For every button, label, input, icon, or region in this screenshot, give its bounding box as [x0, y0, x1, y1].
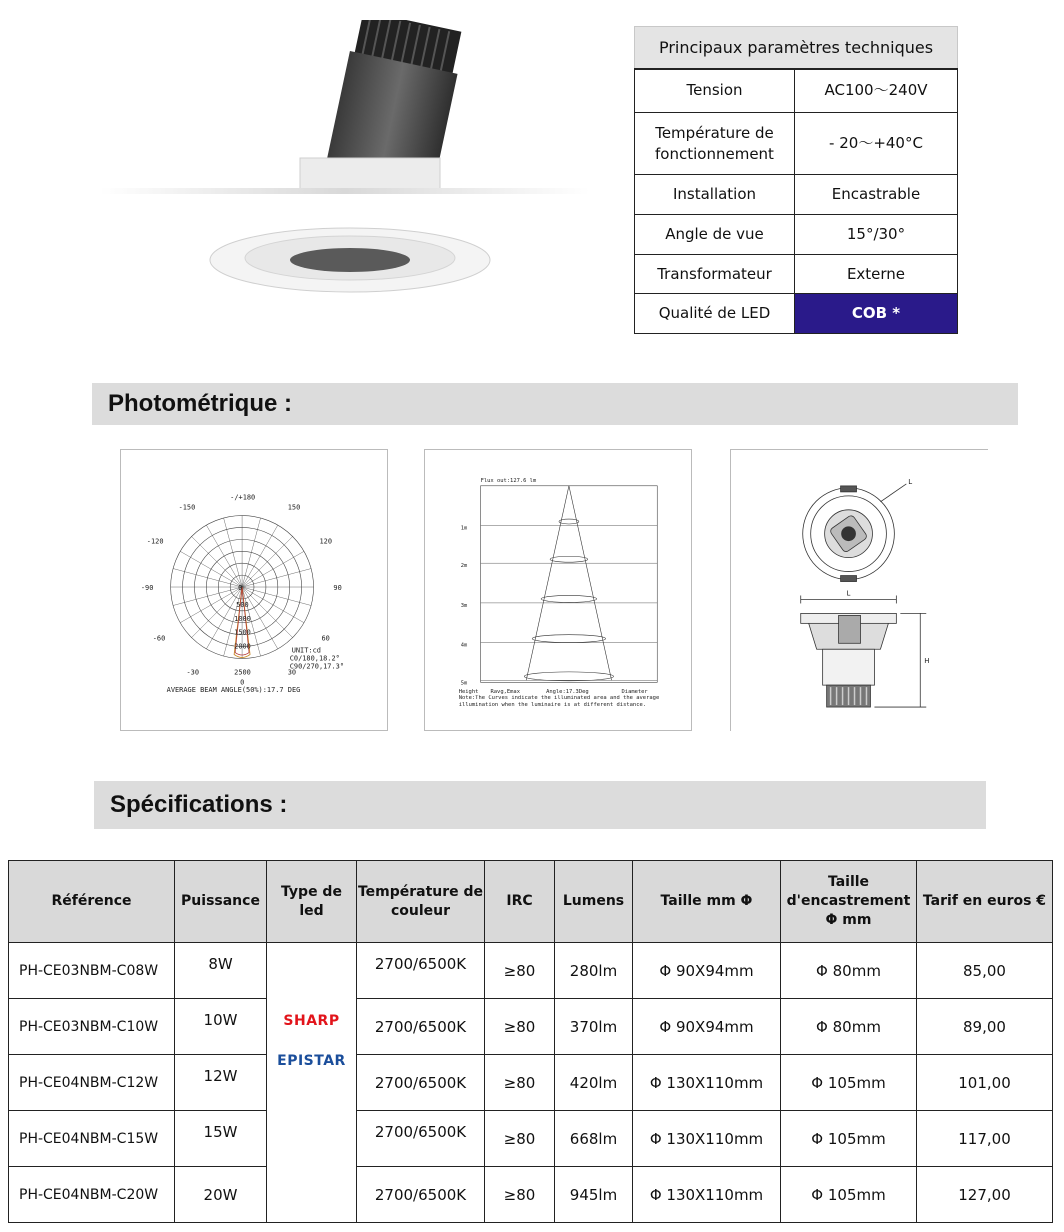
illumination-cone-diagram	[424, 449, 692, 731]
spec-size: Φ 130X110mm	[633, 1055, 781, 1111]
polar-angle-label: -120	[146, 537, 164, 546]
spec-size: Φ 130X110mm	[633, 1167, 781, 1223]
epistar-logo: EPISTAR	[277, 1053, 346, 1069]
table-row	[9, 1055, 1053, 1111]
table-row	[9, 1167, 1053, 1223]
spec-price: 127,00	[917, 1167, 1053, 1223]
param-label: Qualité de LED	[635, 294, 795, 334]
polar-c90: C90/270,17.3°	[289, 662, 345, 671]
param-label: Installation	[635, 175, 795, 215]
cone-height: 5m	[460, 680, 468, 687]
product-image	[100, 20, 590, 320]
spec-power: 10W	[175, 999, 267, 1055]
param-value: Encastrable	[795, 175, 958, 215]
param-label: Transformateur	[635, 255, 795, 294]
cone-foot: Height	[458, 689, 479, 696]
spec-irc: ≥80	[485, 943, 555, 999]
spec-irc: ≥80	[485, 1167, 555, 1223]
cone-foot: Diameter	[621, 689, 648, 696]
spec-header: Taille d'encastrement Φ mm	[781, 861, 917, 943]
param-value: AC100～240V	[795, 69, 958, 113]
dim-l-side: L	[846, 589, 851, 598]
cone-height: 2m	[460, 563, 468, 570]
section-specifications: Spécifications :	[94, 781, 986, 829]
spec-ref: PH-CE04NBM-C15W	[9, 1111, 175, 1167]
spec-cut: Φ 105mm	[781, 1111, 917, 1167]
polar-angle-label: 90	[333, 584, 342, 592]
spec-lumens: 280lm	[555, 943, 633, 999]
cone-height: 3m	[460, 602, 468, 609]
spec-price: 85,00	[917, 943, 1053, 999]
spec-irc: ≥80	[485, 999, 555, 1055]
cone-flux: Flux out:127.6 lm	[480, 477, 537, 484]
spec-cut: Φ 80mm	[781, 943, 917, 999]
spec-cut: Φ 80mm	[781, 999, 917, 1055]
spec-lumens: 420lm	[555, 1055, 633, 1111]
polar-angle-label: -150	[178, 503, 196, 512]
polar-angle-label: -60	[152, 634, 166, 643]
table-row	[9, 1111, 1053, 1167]
spec-price: 89,00	[917, 999, 1053, 1055]
dim-l-top: L	[908, 477, 913, 486]
polar-angle-label: 0	[240, 678, 245, 687]
param-label: Température de fonctionnement	[635, 113, 795, 175]
spec-size: Φ 130X110mm	[633, 1111, 781, 1167]
polar-angle-label: 60	[321, 634, 330, 643]
polar-caption: AVERAGE BEAM ANGLE(50%):17.7 DEG	[166, 686, 301, 695]
spec-header: Température de couleur	[357, 861, 485, 943]
spec-ref: PH-CE03NBM-C08W	[9, 943, 175, 999]
sharp-logo: SHARP	[283, 1013, 340, 1029]
spec-power: 8W	[175, 943, 267, 999]
spec-temp: 2700/6500K	[357, 1167, 485, 1223]
tech-params-table	[634, 26, 958, 334]
spec-irc: ≥80	[485, 1111, 555, 1167]
led-brands	[267, 943, 357, 1223]
polar-ring-label: 1500	[234, 628, 251, 637]
dim-h: H	[924, 657, 930, 666]
spec-price: 101,00	[917, 1055, 1053, 1111]
polar-c0: C0/180,18.2°	[289, 654, 340, 663]
spec-ref: PH-CE03NBM-C10W	[9, 999, 175, 1055]
spec-header: Type de led	[267, 861, 357, 943]
spec-size: Φ 90X94mm	[633, 943, 781, 999]
polar-ring-label: 1000	[234, 614, 251, 623]
spec-cut: Φ 105mm	[781, 1167, 917, 1223]
polar-diagram	[120, 449, 388, 731]
spec-ref: PH-CE04NBM-C20W	[9, 1167, 175, 1223]
cone-foot: Angle:17.3Deg	[546, 689, 589, 696]
spec-header: IRC	[485, 861, 555, 943]
cone-height: 4m	[460, 642, 468, 649]
spec-header: Puissance	[175, 861, 267, 943]
params-title: Principaux paramètres techniques	[635, 27, 958, 69]
spec-lumens: 370lm	[555, 999, 633, 1055]
spec-power: 15W	[175, 1111, 267, 1167]
spec-irc: ≥80	[485, 1055, 555, 1111]
cone-foot: Ravg,Emax	[490, 689, 520, 696]
polar-angle-label: -90	[140, 584, 154, 592]
polar-ring-label: 2500	[234, 668, 251, 677]
spec-temp: 2700/6500K	[357, 999, 485, 1055]
spec-size: Φ 90X94mm	[633, 999, 781, 1055]
spec-header: Taille mm Φ	[633, 861, 781, 943]
spec-cut: Φ 105mm	[781, 1055, 917, 1111]
spec-power: 12W	[175, 1055, 267, 1111]
cone-note: Note:The Curves indicate the illuminated area and the average illumination when the luminaire is at different distance.	[458, 695, 660, 708]
section-photometric: Photométrique :	[92, 383, 1018, 425]
polar-angle-label: -30	[186, 668, 200, 677]
spec-temp: 2700/6500K	[357, 943, 485, 999]
polar-ring-label: 0	[238, 584, 243, 592]
polar-unit: UNIT:cd	[291, 646, 321, 655]
polar-ring-label: 2000	[234, 642, 251, 651]
param-label: Tension	[635, 69, 795, 113]
spec-header: Référence	[9, 861, 175, 943]
spec-price: 117,00	[917, 1111, 1053, 1167]
param-value: 15°/30°	[795, 215, 958, 255]
spec-temp: 2700/6500K	[357, 1055, 485, 1111]
param-value: - 20～+40°C	[795, 113, 958, 175]
spec-ref: PH-CE04NBM-C12W	[9, 1055, 175, 1111]
table-row	[9, 999, 1053, 1055]
polar-angle-label: 150	[287, 503, 301, 512]
spec-lumens: 945lm	[555, 1167, 633, 1223]
spec-header: Tarif en euros €	[917, 861, 1053, 943]
spec-power: 20W	[175, 1167, 267, 1223]
polar-angle-label: 30	[287, 668, 297, 677]
spec-temp: 2700/6500K	[357, 1111, 485, 1167]
table-row	[9, 943, 1053, 999]
polar-angle-label: -/+180	[230, 493, 256, 502]
dimension-drawing	[730, 449, 988, 731]
param-value: Externe	[795, 255, 958, 294]
param-label: Angle de vue	[635, 215, 795, 255]
cone-height: 1m	[460, 525, 468, 532]
spec-table	[8, 860, 1053, 1223]
polar-angle-label: 120	[319, 537, 333, 546]
param-value-led-quality: COB *	[795, 294, 958, 334]
spec-lumens: 668lm	[555, 1111, 633, 1167]
polar-ring-label: 500	[236, 600, 249, 609]
spec-header: Lumens	[555, 861, 633, 943]
